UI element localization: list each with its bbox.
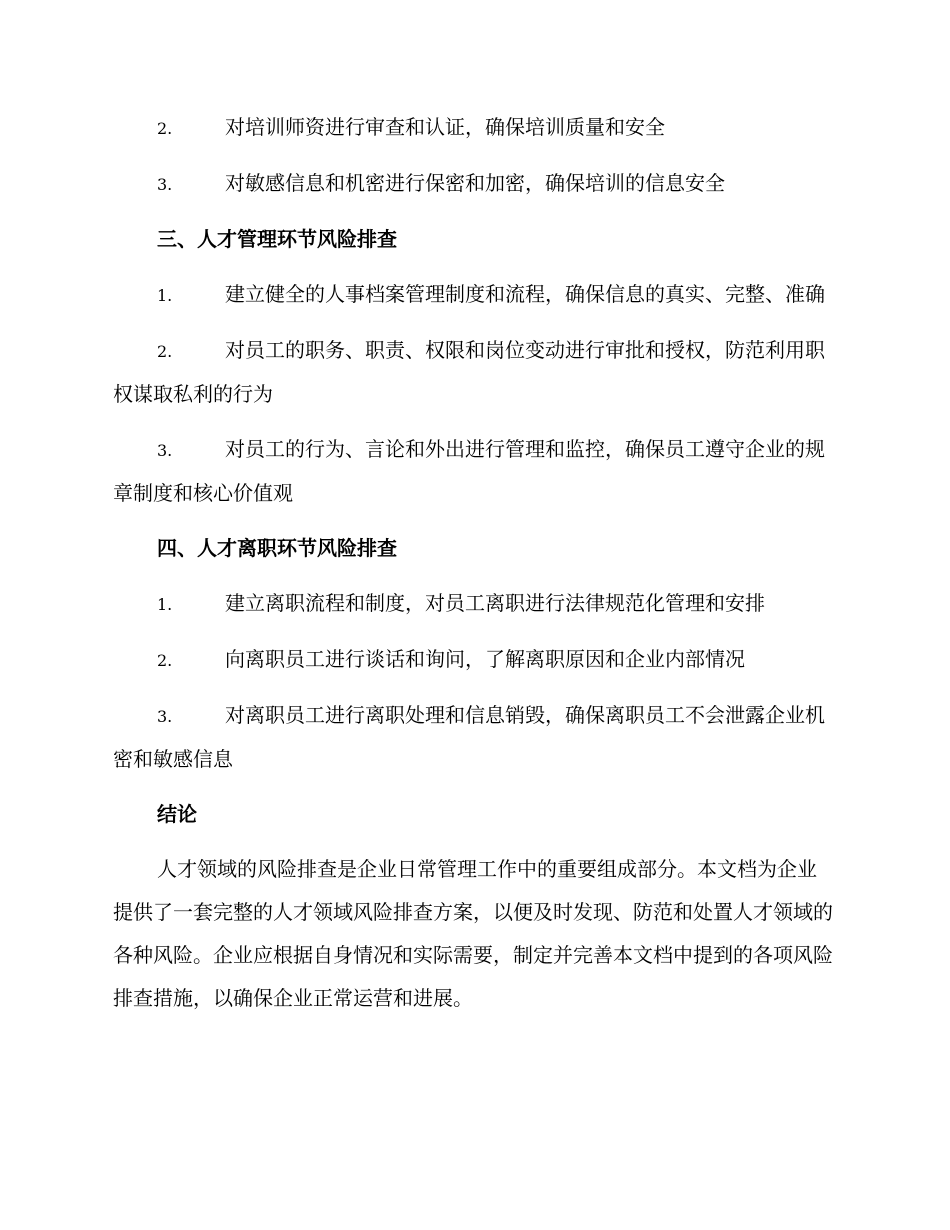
list-number: 3. <box>157 441 173 460</box>
list-item <box>113 273 835 317</box>
list-text: 对培训师资进行审查和认证，确保培训质量和安全 <box>225 115 665 139</box>
list-item <box>113 428 835 515</box>
list-text: 对员工的行为、言论和外出进行管理和监控，确保员工遵守企业的规章制度和核心价值观 <box>113 437 825 505</box>
list-item <box>113 638 835 682</box>
list-item <box>113 582 835 626</box>
conclusion-paragraph: 人才领域的风险排查是企业日常管理工作中的重要组成部分。本文档为企业提供了一套完整的人才领域风险排查方案，以便及时发现、防范和处置人才领域的各种风险。企业应根据自身情况和实际需要，制定并完善本文档中提到的各项风险排查措施，以确保企业正常运营和进展。 <box>113 857 833 1010</box>
list-number: 3. <box>157 175 173 194</box>
section-heading: 三、人才管理环节风险排查 <box>157 227 397 251</box>
conclusion-title: 结论 <box>157 802 197 826</box>
section-heading: 四、人才离职环节风险排查 <box>157 536 397 560</box>
list-text: 建立离职流程和制度，对员工离职进行法律规范化管理和安排 <box>225 591 765 615</box>
list-number: 1. <box>157 286 173 305</box>
document-content <box>113 106 835 1020</box>
list-item <box>113 694 835 781</box>
list-number: 3. <box>157 707 173 726</box>
list-text: 对员工的职务、职责、权限和岗位变动进行审批和授权，防范利用职权谋取私利的行为 <box>113 338 825 406</box>
list-text: 对离职员工进行离职处理和信息销毁，确保离职员工不会泄露企业机密和敏感信息 <box>113 703 825 771</box>
list-text: 对敏感信息和机密进行保密和加密，确保培训的信息安全 <box>225 171 725 195</box>
list-item <box>113 106 835 150</box>
list-item <box>113 162 835 206</box>
list-number: 2. <box>157 119 173 138</box>
list-number: 1. <box>157 595 173 614</box>
list-item <box>113 329 835 416</box>
list-text: 建立健全的人事档案管理制度和流程，确保信息的真实、完整、准确 <box>225 282 825 306</box>
list-number: 2. <box>157 342 173 361</box>
list-number: 2. <box>157 651 173 670</box>
list-text: 向离职员工进行谈话和询问，了解离职原因和企业内部情况 <box>225 647 745 671</box>
